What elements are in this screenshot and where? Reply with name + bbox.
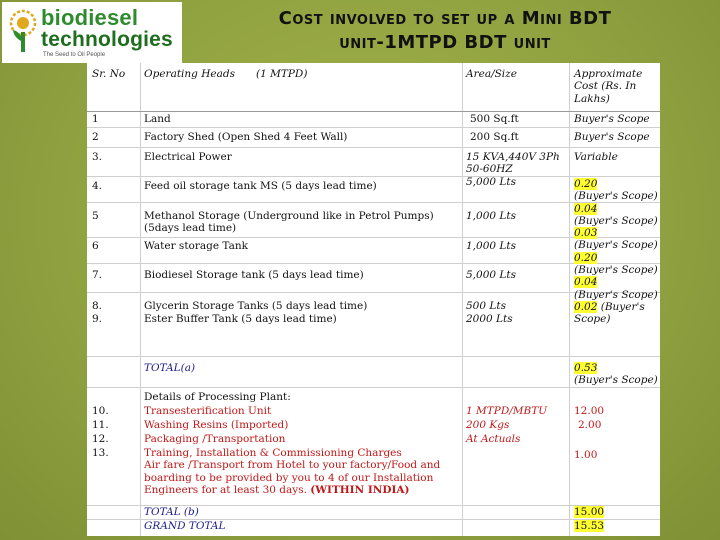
column-divider [462, 63, 463, 536]
row-11-head: Washing Resins (Imported) [144, 419, 289, 431]
grand-total-cost: 15.53 [574, 520, 605, 532]
row-6-cost: 0.03 [574, 227, 598, 240]
row-13-no: 13. [92, 447, 109, 459]
row-4-area: 5,000 Lts [466, 176, 516, 188]
row-7-cost: 0.20 [574, 251, 598, 264]
row-7-no: 7. [92, 269, 103, 281]
page-title [190, 7, 700, 55]
row-7-head: Biodiesel Storage tank (5 days lead time) [144, 269, 364, 281]
row-8-area: 500 Lts [466, 300, 506, 312]
row-divider [87, 176, 660, 177]
cost-column-tanks [574, 178, 658, 326]
total-a-cost [574, 362, 658, 387]
total-a-value: 0.53 [574, 362, 598, 374]
row-8-head: Glycerin Storage Tanks (5 days lead time) [144, 300, 368, 312]
row-2-area: 200 Sq.ft [470, 131, 519, 143]
row-3-head: Electrical Power [144, 151, 232, 163]
row-9-area: 2000 Lts [466, 313, 513, 325]
logo-word-technologies: technologies [41, 28, 173, 51]
row-9-no: 9. [92, 313, 103, 325]
row-8-cost: 0.04 [574, 276, 598, 289]
row-4-cost: 0.20 [574, 178, 598, 190]
row-6-no: 6 [92, 240, 99, 252]
row-7-area: 5,000 Lts [466, 269, 516, 281]
row-divider [87, 356, 660, 357]
total-a-scope: (Buyer's Scope) [574, 374, 658, 387]
row-6-scope: (Buyer's Scope) [574, 239, 658, 252]
row-1-no: 1 [92, 113, 99, 125]
row-5-no: 5 [92, 210, 99, 222]
row-8-no: 8. [92, 300, 103, 312]
row-1-area: 500 Sq.ft [470, 113, 519, 125]
row-12-no: 12. [92, 433, 109, 445]
row-divider [87, 387, 660, 388]
row-4-no: 4. [92, 180, 103, 192]
row-9-scope-2: Scope) [574, 313, 611, 326]
row-12-head: Packaging /Transportation [144, 433, 286, 445]
row-13-head: Training, Installation & Commissioning Charges Air fare /Transport from Hotel to your factory/Food and boarding to be provided by you to 4 of our Installation Engineers for at least 30 days. (WITHIN INDIA) [144, 447, 441, 496]
grand-total-label: GRAND TOTAL [144, 520, 226, 532]
row-4-head: Feed oil storage tank MS (5 days lead time) [144, 180, 377, 192]
row-2-cost: Buyer's Scope [574, 131, 650, 143]
row-10-cost: 12.00 [574, 405, 605, 417]
row-3-area: 15 KVA,440V 3Ph 50-60HZ [466, 151, 560, 176]
row-8-scope: (Buyer's Scope) [574, 288, 658, 301]
total-a-label: TOTAL(a) [144, 362, 196, 374]
row-3-cost: Variable [574, 151, 618, 163]
row-10-area: 1 MTPD/MBTU [466, 405, 548, 417]
row-3-no: 3. [92, 151, 103, 163]
row-9-cost: 0.02 [574, 300, 598, 313]
row-6-head: Water storage Tank [144, 240, 248, 252]
row-9-scope: (Buyer's [600, 300, 645, 313]
row-12-area: At Actuals [466, 433, 521, 445]
logo-tagline: The Seed to Oil People [43, 52, 106, 58]
row-10-head: Transesterification Unit [144, 405, 272, 417]
row-divider [87, 147, 660, 148]
row-7-scope: (Buyer's Scope) [574, 264, 658, 277]
row-divider [87, 127, 660, 128]
row-5-cost: 0.04 [574, 202, 598, 215]
row-6-area: 1,000 Lts [466, 240, 516, 252]
row-2-head: Factory Shed (Open Shed 4 Feet Wall) [144, 131, 348, 143]
row-5-area: 1,000 Lts [466, 210, 516, 222]
row-11-area: 200 Kgs [466, 419, 510, 431]
row-5-head: Methanol Storage (Underground like in Petrol Pumps) (5days lead time) [144, 210, 434, 235]
row-4-scope: (Buyer's Scope) [574, 190, 658, 203]
column-divider [140, 63, 141, 536]
row-10-no: 10. [92, 405, 109, 417]
processing-heading: Details of Processing Plant: [144, 391, 291, 403]
row-5-scope: (Buyer's Scope) [574, 214, 658, 227]
title-line-2: unit-1MTPD BDT unit [339, 32, 551, 53]
row-13-cost: 1.00 [574, 449, 598, 461]
logo-word-biodiesel: biodiesel [41, 5, 139, 30]
header-area-size: Area/Size [466, 68, 517, 80]
header-capacity: (1 MTPD) [256, 68, 308, 80]
row-1-head: Land [144, 113, 171, 125]
oil-drop-icon [8, 8, 38, 54]
logo [2, 2, 182, 63]
row-9-head: Ester Buffer Tank (5 days lead time) [144, 313, 337, 325]
row-divider [87, 111, 660, 112]
header-operating-heads: Operating Heads [144, 68, 235, 80]
header-cost: Approximate Cost (Rs. In Lakhs) [574, 68, 643, 105]
row-1-cost: Buyer's Scope [574, 113, 650, 125]
header-sr-no: Sr. No [92, 68, 126, 80]
total-b-cost: 15.00 [574, 506, 605, 518]
column-divider [569, 63, 570, 536]
row-11-cost: 2.00 [578, 419, 602, 431]
title-line-1: Cost involved to set up a Mini BDT [278, 8, 612, 29]
row-2-no: 2 [92, 131, 99, 143]
row-11-no: 11. [92, 419, 109, 431]
total-b-label: TOTAL (b) [144, 506, 199, 518]
